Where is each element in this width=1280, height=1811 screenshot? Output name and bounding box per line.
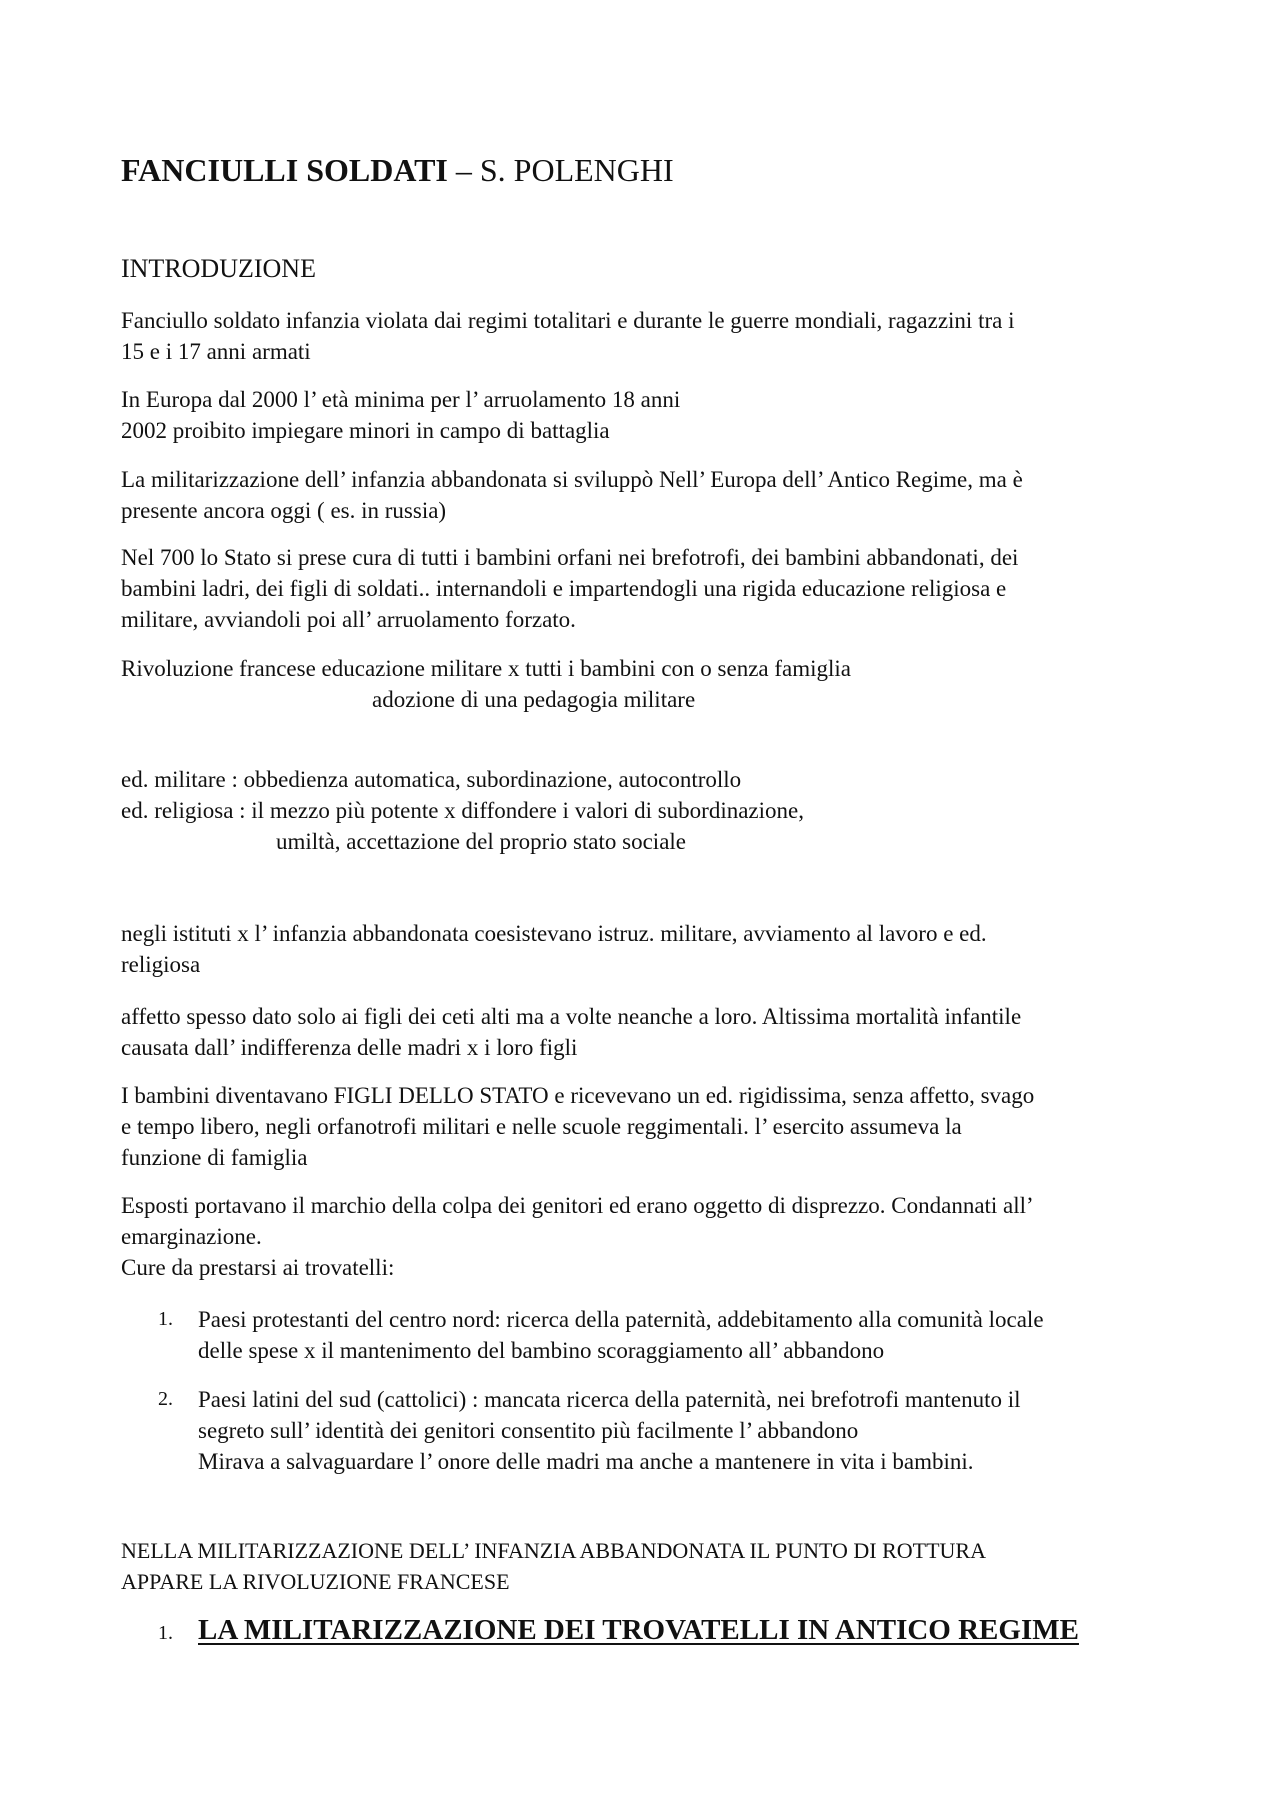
paragraph-5-line-2: adozione di una pedagogia militare (372, 687, 696, 712)
paragraph-line: I bambini diventavano FIGLI DELLO STATO e ricevevano un ed. rigidissima, senza affetto, svago (121, 1083, 1035, 1108)
list-item-line: segreto sull’ identità dei genitori consentito più facilmente l’ abbandono (198, 1418, 859, 1443)
list-item (198, 1304, 1044, 1366)
paragraph-6-line-1: ed. militare : obbedienza automatica, subordinazione, autocontrollo (121, 767, 742, 792)
paragraph-5-line-1: Rivoluzione francese educazione militare x tutti i bambini con o senza famiglia (121, 656, 851, 681)
intro-heading: INTRODUZIONE (121, 254, 316, 283)
paragraph-line: bambini ladri, dei figli di soldati.. internandoli e impartendogli una rigida educazione religiosa e (121, 576, 1007, 601)
paragraph-line: Esposti portavano il marchio della colpa dei genitori ed erano oggetto di disprezzo. Condannati all’ (121, 1193, 1034, 1218)
list-item-line: Mirava a salvaguardare l’ onore delle madri ma anche a mantenere in vita i bambini. (198, 1449, 974, 1474)
paragraph-7 (121, 918, 1166, 980)
paragraph-line: religiosa (121, 952, 201, 977)
list-item-line: Paesi latini del sud (cattolici) : mancata ricerca della paternità, nei brefotrofi mantenuto il (198, 1387, 1021, 1412)
paragraph-6-line-3: umiltà, accettazione del proprio stato sociale (276, 829, 687, 854)
paragraph-3 (121, 464, 1166, 526)
paragraph-line: 15 e i 17 anni armati (121, 339, 311, 364)
section-title: LA MILITARIZZAZIONE DEI TROVATELLI IN ANTICO REGIME (198, 1614, 1079, 1646)
caps-note-line: APPARE LA RIVOLUZIONE FRANCESE (121, 1569, 510, 1594)
paragraph-line: La militarizzazione dell’ infanzia abbandonata si sviluppò Nell’ Europa dell’ Antico Regime, ma è (121, 467, 1023, 492)
paragraph-line: militare, avviandoli poi all’ arruolamento forzato. (121, 607, 576, 632)
title-author: – S. POLENGHI (447, 152, 674, 188)
paragraph-line: causata dall’ indifferenza delle madri x i loro figli (121, 1035, 578, 1060)
section-number: 1. (158, 1622, 173, 1644)
caps-note (121, 1535, 1166, 1597)
paragraph-line: presente ancora oggi ( es. in russia) (121, 498, 447, 523)
paragraph-line: affetto spesso dato solo ai figli dei ceti alti ma a volte neanche a loro. Altissima mortalità infantile (121, 1004, 1022, 1029)
list-item-number: 1. (158, 1308, 173, 1330)
paragraph-line: emarginazione. (121, 1224, 262, 1249)
document-title (121, 150, 674, 190)
paragraph-line: negli istituti x l’ infanzia abbandonata coesistevano istruz. militare, avviamento al lavoro e ed. (121, 921, 987, 946)
paragraph-1 (121, 305, 1166, 367)
list-item-line: delle spese x il mantenimento del bambino scoraggiamento all’ abbandono (198, 1338, 885, 1363)
list-item-number: 2. (158, 1388, 173, 1410)
list-item-line: Paesi protestanti del centro nord: ricerca della paternità, addebitamento alla comunità locale (198, 1307, 1044, 1332)
paragraph-line: funzione di famiglia (121, 1145, 308, 1170)
paragraph-6-line-2: ed. religiosa : il mezzo più potente x diffondere i valori di subordinazione, (121, 798, 804, 823)
title-bold: FANCIULLI SOLDATI (121, 152, 448, 188)
list-item (198, 1384, 1021, 1477)
paragraph-4 (121, 542, 1166, 635)
paragraph-10 (121, 1190, 1166, 1283)
paragraph-8 (121, 1001, 1166, 1063)
paragraph-2 (121, 384, 1166, 446)
paragraph-line: e tempo libero, negli orfanotrofi militari e nelle scuole reggimentali. l’ esercito assumeva la (121, 1114, 962, 1139)
paragraph-line: Cure da prestarsi ai trovatelli: (121, 1255, 395, 1280)
paragraph-line: Nel 700 lo Stato si prese cura di tutti i bambini orfani nei brefotrofi, dei bambini abbandonati, dei (121, 545, 1019, 570)
paragraph-line: Fanciullo soldato infanzia violata dai regimi totalitari e durante le guerre mondiali, ragazzini tra i (121, 308, 1015, 333)
paragraph-line: 2002 proibito impiegare minori in campo di battaglia (121, 418, 610, 443)
paragraph-9 (121, 1080, 1166, 1173)
paragraph-line: In Europa dal 2000 l’ età minima per l’ arruolamento 18 anni (121, 387, 681, 412)
caps-note-line: NELLA MILITARIZZAZIONE DELL’ INFANZIA ABBANDONATA IL PUNTO DI ROTTURA (121, 1538, 986, 1563)
